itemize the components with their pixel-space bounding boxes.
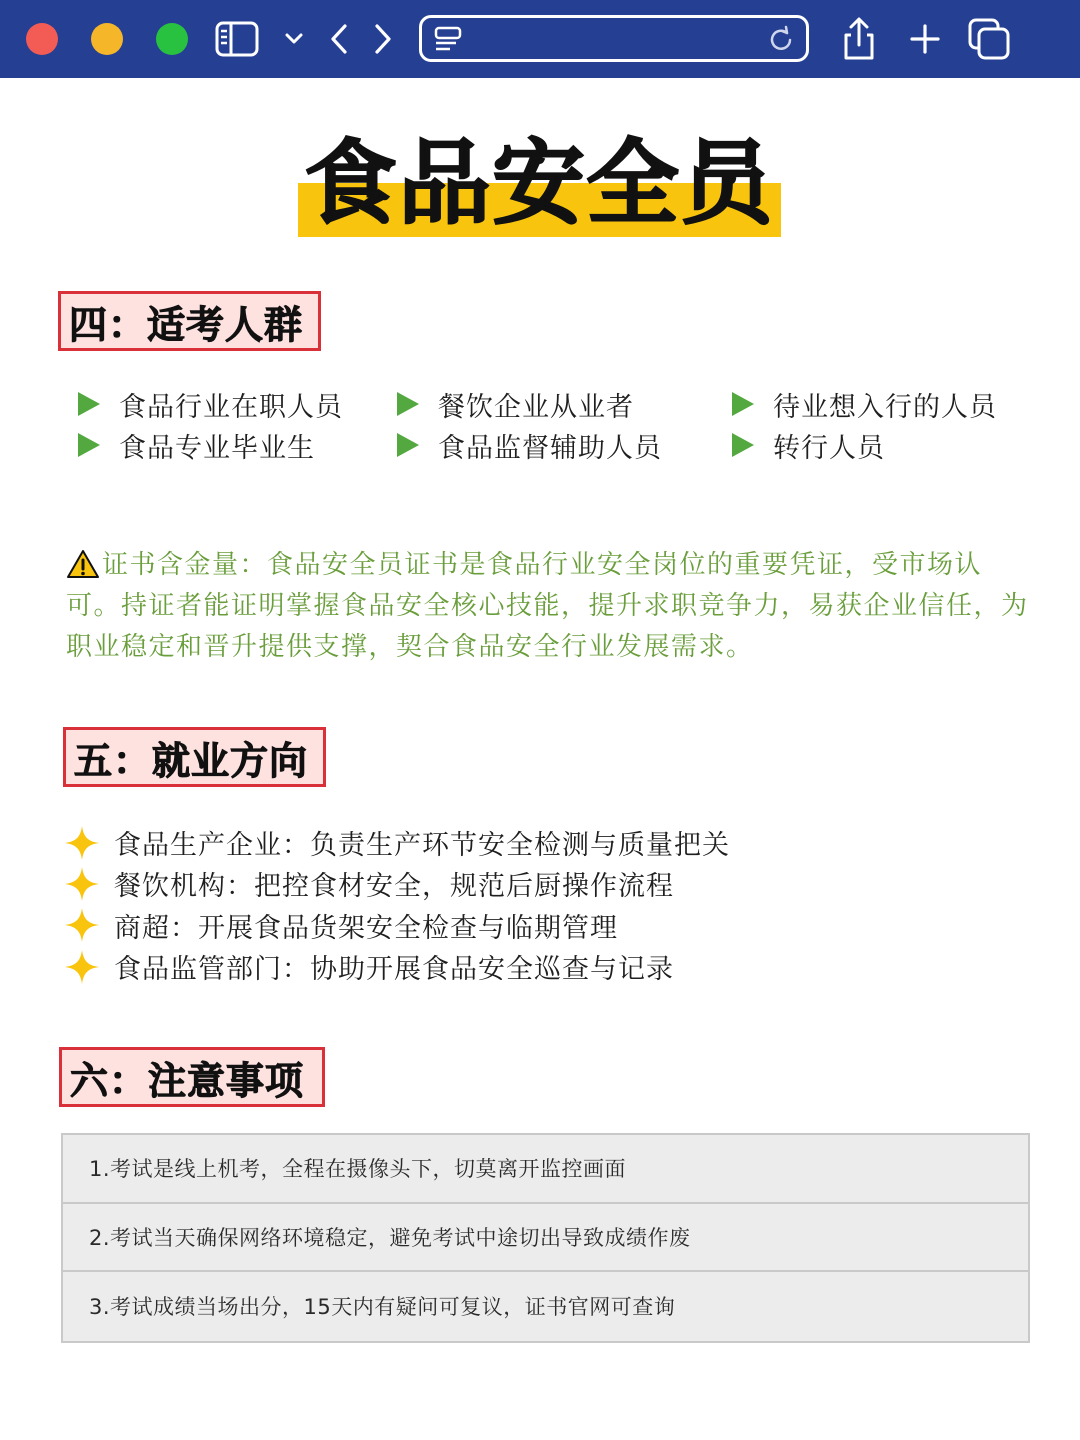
list-item-label: 餐饮企业从业者	[438, 391, 634, 423]
notice-table	[61, 1133, 1030, 1343]
address-bar[interactable]	[419, 15, 809, 62]
list-item	[64, 863, 964, 904]
list-item-label: 食品行业在职人员	[119, 391, 343, 423]
list-item	[732, 425, 885, 465]
sparkle-icon	[64, 949, 100, 985]
zoom-window-button[interactable]	[156, 23, 188, 55]
table-cell: 3.考试成绩当场出分，15天内有疑问可复议，证书官网可查询	[89, 1295, 676, 1320]
list-item-label: 餐饮机构：把控食材安全，规范后厨操作流程	[114, 871, 674, 903]
employment-list	[64, 822, 964, 987]
triangle-bullet-icon	[397, 392, 419, 416]
triangle-bullet-icon	[78, 433, 100, 457]
list-item	[64, 822, 964, 863]
triangle-bullet-icon	[78, 392, 100, 416]
close-window-button[interactable]	[26, 23, 58, 55]
page-title: 食品安全员	[304, 130, 775, 237]
list-item-label: 食品专业毕业生	[119, 432, 315, 464]
list-item-label: 商超：开展食品货架安全检查与临期管理	[114, 912, 618, 944]
back-icon[interactable]	[322, 16, 358, 62]
table-row	[63, 1272, 1028, 1341]
sparkle-icon	[64, 866, 100, 902]
list-item	[397, 384, 634, 424]
section-heading-employment	[63, 727, 326, 787]
list-item-label: 转行人员	[773, 432, 885, 464]
section-heading-audience	[58, 291, 321, 351]
site-icon	[434, 26, 464, 52]
table-row	[63, 1135, 1028, 1204]
list-item-label: 待业想入行的人员	[773, 391, 997, 423]
chevron-down-icon[interactable]	[274, 16, 314, 62]
list-item-label: 食品生产企业：负责生产环节安全检测与质量把关	[114, 830, 730, 862]
sparkle-icon	[64, 907, 100, 943]
list-item	[64, 905, 964, 946]
sparkle-icon	[64, 825, 100, 861]
section-heading-text: 四：适考人群	[69, 302, 304, 347]
list-item	[64, 946, 964, 987]
triangle-bullet-icon	[732, 392, 754, 416]
table-cell: 1.考试是线上机考，全程在摄像头下，切莫离开监控画面	[89, 1157, 627, 1182]
list-item	[78, 384, 343, 424]
tabs-overview-icon[interactable]	[966, 16, 1012, 62]
share-icon[interactable]	[836, 16, 882, 62]
list-item	[397, 425, 662, 465]
list-item-label: 食品监督辅助人员	[438, 432, 662, 464]
section-heading-notices	[59, 1047, 325, 1107]
triangle-bullet-icon	[732, 433, 754, 457]
browser-toolbar	[0, 0, 1080, 78]
table-row	[63, 1204, 1028, 1273]
reload-icon[interactable]	[766, 24, 796, 54]
sidebar-icon[interactable]	[214, 16, 260, 62]
warning-icon	[66, 549, 100, 579]
table-cell: 2.考试当天确保网络环境稳定，避免考试中途切出导致成绩作废	[89, 1225, 691, 1250]
new-tab-icon[interactable]	[902, 16, 948, 62]
section-heading-text: 六：注意事项	[70, 1058, 305, 1103]
list-item	[732, 384, 997, 424]
note-text: 证书含金量：食品安全员证书是食品行业安全岗位的重要凭证，受市场认可。持证者能证明掌握食品安全核心技能，提升求职竞争力，易获企业信任，为职业稳定和晋升提供支撑，契合食品安全行业发展需求。	[66, 550, 1029, 662]
list-item-label: 食品监管部门：协助开展食品安全巡查与记录	[114, 954, 674, 986]
certificate-value-note	[66, 545, 1036, 668]
forward-icon[interactable]	[364, 16, 400, 62]
section-heading-text: 五：就业方向	[74, 738, 309, 783]
list-item	[78, 425, 315, 465]
minimize-window-button[interactable]	[91, 23, 123, 55]
triangle-bullet-icon	[397, 433, 419, 457]
